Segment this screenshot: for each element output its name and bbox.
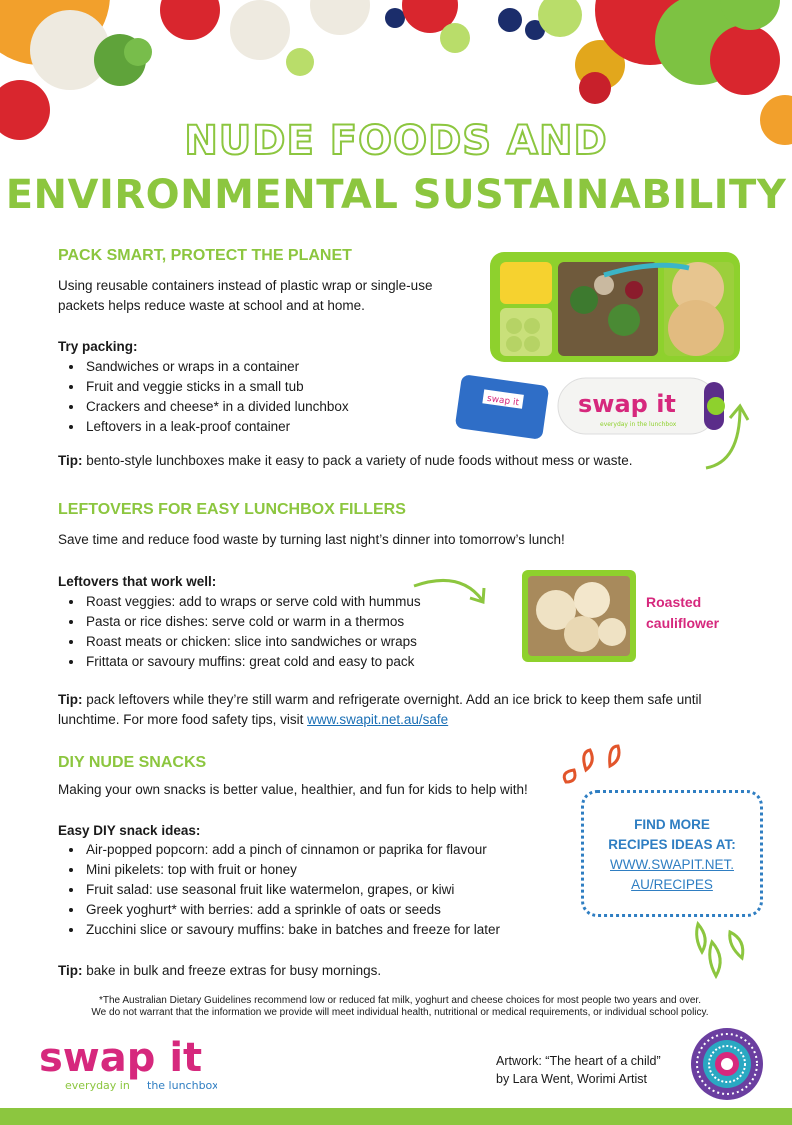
list-item: • Fruit and veggie sticks in a small tub — [84, 377, 349, 397]
tip-text: lunchtime. For more food safety tips, visit — [58, 712, 308, 727]
artwork-credit — [496, 1052, 661, 1088]
tip-label: Tip: — [58, 963, 83, 978]
footnote-line2: We do not warrant that the information we provide will meet individual health, nutritional or medical requirements, or individual school policy. — [91, 1007, 709, 1018]
curved-arrow-up-icon — [700, 402, 750, 472]
section1-list — [58, 357, 349, 437]
list-item: • Fruit salad: use seasonal fruit like watermelon, grapes, or kiwi — [84, 880, 500, 900]
list-item: • Pasta or rice dishes: serve cold or warm in a thermos — [84, 612, 421, 632]
footnote — [30, 995, 770, 1019]
logo-text: swap it — [39, 1035, 203, 1081]
logo-tagline-right: the lunchbox — [147, 1079, 217, 1092]
artwork-line1: Artwork: “The heart of a child” — [496, 1054, 661, 1068]
list-item: • Roast meats or chicken: slice into sandwiches or wraps — [84, 632, 421, 652]
recipes-callout — [581, 790, 763, 917]
section3-list — [58, 840, 500, 940]
photo-caption-line1: Roasted — [646, 594, 702, 610]
tip-text: pack leftovers while they’re still warm and refrigerate overnight. Add an ice brick to keep them safe until — [82, 692, 702, 707]
roasted-cauliflower-photo — [522, 570, 636, 662]
recipes-link-line2[interactable]: AU/RECIPES — [631, 877, 713, 892]
tip-text: bento-style lunchboxes make it easy to pack a variety of nude foods without mess or waste. — [82, 453, 633, 468]
section3-heading: DIY NUDE SNACKS — [58, 754, 207, 771]
list-item: • Greek yoghurt* with berries: add a sprinkle of oats or seeds — [84, 900, 500, 920]
list-item: • Air-popped popcorn: add a pinch of cinnamon or paprika for flavour — [84, 840, 500, 860]
list-item: • Zucchini slice or savoury muffins: bake in batches and freeze for later — [84, 920, 500, 940]
swap-it-logo — [37, 1035, 217, 1095]
recipes-link-line1[interactable]: WWW.SWAPIT.NET. — [610, 857, 734, 872]
section1-heading: PACK SMART, PROTECT THE PLANET — [58, 247, 352, 264]
burst-lines-bottom-icon — [690, 918, 750, 984]
list-item: • Roast veggies: add to wraps or serve cold with hummus — [84, 592, 421, 612]
aboriginal-artwork-circle — [690, 1027, 764, 1101]
section2-tip-line2 — [58, 710, 448, 730]
section2-tip-line1 — [58, 690, 702, 710]
section2-heading: LEFTOVERS FOR EASY LUNCHBOX FILLERS — [58, 501, 406, 518]
photo-caption-line2: cauliflower — [646, 615, 720, 631]
curved-arrow-right-icon — [410, 574, 490, 608]
photo-caption — [646, 592, 719, 634]
tip-label: Tip: — [58, 692, 83, 707]
section2-list-label: Leftovers that work well: — [58, 574, 217, 589]
bottle-tagline: everyday in the lunchbox — [600, 421, 677, 428]
food-safety-link[interactable]: www.swapit.net.au/safe — [307, 712, 449, 727]
tip-text: bake in bulk and freeze extras for busy mornings. — [82, 963, 382, 978]
list-item: • Frittata or savoury muffins: great cold and easy to pack — [84, 652, 421, 672]
list-item: • Crackers and cheese* in a divided lunchbox — [84, 397, 349, 417]
artwork-line2: by Lara Went, Worimi Artist — [496, 1072, 647, 1086]
section3-tip — [58, 961, 381, 981]
list-item: • Mini pikelets: top with fruit or honey — [84, 860, 500, 880]
tip-label: Tip: — [58, 453, 83, 468]
callout-line1: FIND MORE — [634, 817, 710, 832]
section3-list-label: Easy DIY snack ideas: — [58, 823, 201, 838]
section3-intro: Making your own snacks is better value, healthier, and fun for kids to help with! — [58, 782, 528, 797]
section2-intro: Save time and reduce food waste by turning last night’s dinner into tomorrow’s lunch! — [58, 532, 565, 547]
section1-list-label: Try packing: — [58, 339, 138, 354]
list-item: • Sandwiches or wraps in a container — [84, 357, 349, 377]
ice-brick-label: swap it — [486, 393, 520, 409]
page-title-line1: NUDE FOODS AND — [184, 118, 608, 164]
callout-line2: RECIPES IDEAS AT: — [608, 837, 736, 852]
section1-intro-line2: packets helps reduce waste at school and at home. — [58, 298, 365, 313]
section2-list — [58, 592, 421, 672]
page-title-line2: ENVIRONMENTAL SUSTAINABILITY — [5, 172, 787, 218]
bottom-bar — [0, 1108, 792, 1125]
logo-tagline-left: everyday in — [65, 1079, 130, 1092]
bottle-logo: swap it — [578, 390, 676, 418]
section1-tip — [58, 451, 633, 471]
list-item: • Leftovers in a leak-proof container — [84, 417, 349, 437]
section1-intro-line1: Using reusable containers instead of plastic wrap or single-use — [58, 278, 433, 293]
footnote-line1: *The Australian Dietary Guidelines recommend low or reduced fat milk, yoghurt and cheese choices for most people two years and over. — [99, 995, 701, 1006]
